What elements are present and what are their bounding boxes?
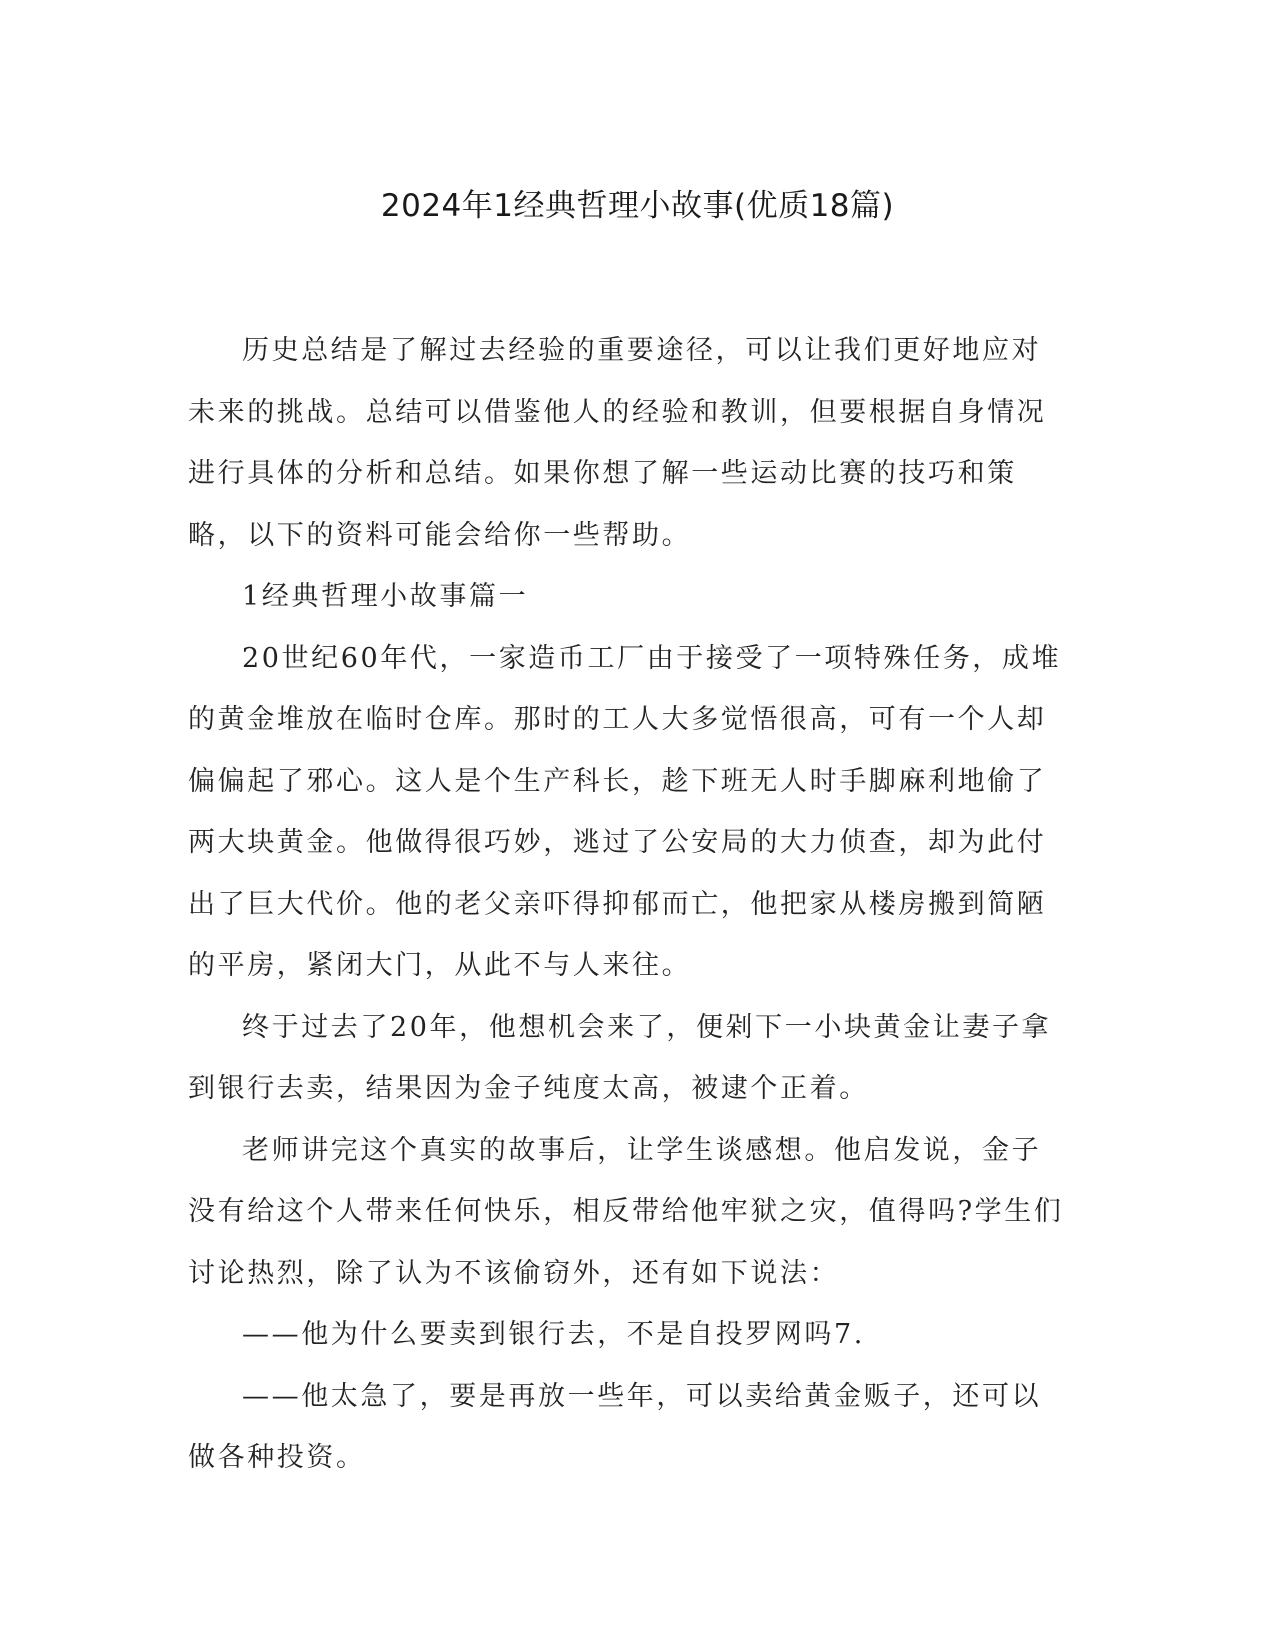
section-heading: 1经典哲理小故事篇一 [242, 581, 529, 612]
paragraph-twenty-years: 终于过去了20年，他想机会来了，便剁下一小块黄金让妻子拿到银行去卖，结果因为金子纯度太高，被逮个正着。 [188, 1011, 1052, 1104]
paragraph-teacher: 老师讲完这个真实的故事后，让学生谈感想。他启发说，金子没有给这个人带来任何快乐，相反带给他牢狱之灾，值得吗?学生们讨论热烈，除了认为不该偷窃外，还有如下说法： [188, 1134, 1064, 1289]
document-body [188, 320, 1068, 1489]
paragraph-story: 20世纪60年代，一家造币工厂由于接受了一项特殊任务，成堆的黄金堆放在临时仓库。那时的工人大多觉悟很高，可有一个人却偏偏起了邪心。这人是个生产科长，趁下班无人时手脚麻利地偷了两大块黄金。他做得很巧妙，逃过了公安局的大力侦查，却为此付出了巨大代价。他的老父亲吓得抑郁而亡，他把家从楼房搬到简陋的平房，紧闭大门，从此不与人来往。 [188, 642, 1062, 981]
paragraph-intro: 历史总结是了解过去经验的重要途径，可以让我们更好地应对未来的挑战。总结可以借鉴他人的经验和教训，但要根据自身情况进行具体的分析和总结。如果你想了解一些运动比赛的技巧和策略，以下的资料可能会给你一些帮助。 [188, 335, 1047, 551]
document-title: 2024年1经典哲理小故事(优质18篇) [380, 188, 895, 224]
paragraph-quote-1: ——他为什么要卖到银行去，不是自投罗网吗7. [242, 1319, 865, 1350]
paragraph-quote-2: ——他太急了，要是再放一些年，可以卖给黄金贩子，还可以做各种投资。 [188, 1380, 1042, 1473]
